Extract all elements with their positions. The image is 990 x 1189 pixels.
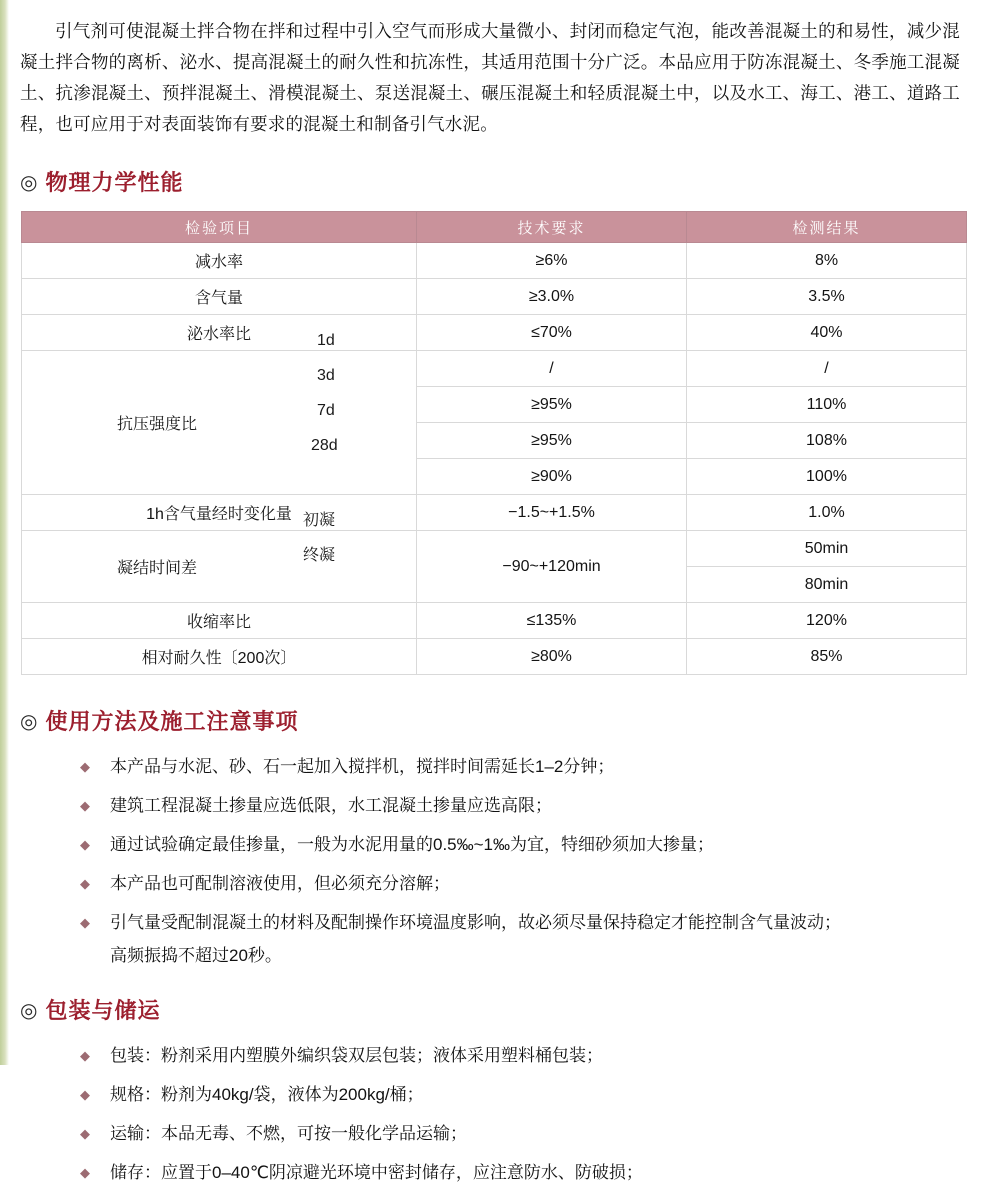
list-item xyxy=(80,1078,968,1111)
list-item-text: ◆ 建筑工程混凝土掺量应选低限，水工混凝土掺量应选高限； xyxy=(110,796,552,815)
cell-result: 108% xyxy=(687,423,967,459)
cell-result: 110% xyxy=(687,387,967,423)
subitem-3d: 3d xyxy=(317,367,335,384)
cell-result: / xyxy=(687,351,967,387)
cell-result: 3.5% xyxy=(687,279,967,315)
section-title: 使用方法及施工注意事项 xyxy=(45,709,299,734)
table-header-result: 检测结果 xyxy=(687,212,967,243)
list-item-text: ◆ 包装：粉剂采用内塑膜外编织袋双层包装；液体采用塑料桶包装； xyxy=(110,1046,603,1065)
section-heading-packaging xyxy=(20,994,968,1025)
cell-item: 收缩率比 xyxy=(22,603,417,639)
spec-table xyxy=(21,211,967,675)
list-item xyxy=(80,789,968,822)
cell-requirement: ≥90% xyxy=(417,459,687,495)
subitem-1d: 1d xyxy=(317,332,335,349)
cell-item: 减水率 xyxy=(22,243,417,279)
cell-requirement: / xyxy=(417,351,687,387)
subitem-7d: 7d xyxy=(317,402,335,419)
cell-item-group-compressive-strength: 抗压强度比 xyxy=(22,351,417,495)
table-row xyxy=(22,639,967,675)
cell-result: 50min xyxy=(687,531,967,567)
cell-item: 泌水率比 xyxy=(22,315,417,351)
cell-result: 100% xyxy=(687,459,967,495)
cell-requirement: −90~+120min xyxy=(417,531,687,603)
intro-paragraph: 引气剂可使混凝土拌合物在拌和过程中引入空气而形成大量微小、封闭而稳定气泡，能改善混凝土的和易性，减少混凝土拌合物的离析、泌水、提高混凝土的耐久性和抗冻性，其适用范围十分广泛。本品应用于防冻混凝土、冬季施工混凝土、抗渗混凝土、预拌混凝土、滑模混凝土、泵送混凝土、碾压混凝土和轻质混凝土中，以及水工、海工、港工、道路工程，也可应用于对表面装饰有要求的混凝土和制备引气水泥。 xyxy=(20,21,960,134)
table-row xyxy=(22,279,967,315)
list-item-continuation: 高频振捣不超过20秒。 xyxy=(110,946,282,965)
table-row xyxy=(22,531,967,567)
table-row xyxy=(22,603,967,639)
table-row xyxy=(22,351,967,387)
list-item xyxy=(80,1039,968,1072)
circle-marker-icon: ◎ xyxy=(20,710,38,733)
circle-marker-icon: ◎ xyxy=(20,999,38,1022)
list-item-text: ◆ 储存：应置于0–40℃阴凉避光环境中密封储存，应注意防水、防破损； xyxy=(110,1163,643,1182)
list-item xyxy=(80,906,968,972)
usage-list xyxy=(20,750,968,972)
list-item xyxy=(80,1117,968,1150)
cell-result: 1.0% xyxy=(687,495,967,531)
table-row xyxy=(22,495,967,531)
cell-requirement: ≥80% xyxy=(417,639,687,675)
list-item-text: ◆ 规格：粉剂为40kg/袋，液体为200kg/桶； xyxy=(110,1085,424,1104)
list-item-text: ◆ 运输：本品无毒、不燃，可按一般化学品运输； xyxy=(110,1124,467,1143)
list-item-text: ◆ 本产品也可配制溶液使用，但必须充分溶解； xyxy=(110,874,450,893)
table-header-requirement: 技术要求 xyxy=(417,212,687,243)
table-row xyxy=(22,315,967,351)
cell-result: 80min xyxy=(687,567,967,603)
list-item-text: ◆ 通过试验确定最佳掺量，一般为水泥用量的0.5‰~1‰为宜，特细砂须加大掺量； xyxy=(110,835,715,854)
list-item xyxy=(80,1156,968,1189)
cell-item-group-setting-time: 凝结时间差 xyxy=(22,531,417,603)
section-title: 包装与储运 xyxy=(45,998,161,1023)
cell-result: 120% xyxy=(687,603,967,639)
table-row xyxy=(22,243,967,279)
cell-requirement: ≤135% xyxy=(417,603,687,639)
cell-item: 相对耐久性〔200次〕 xyxy=(22,639,417,675)
cell-result: 40% xyxy=(687,315,967,351)
subitem-28d: 28d xyxy=(311,437,338,454)
packaging-list xyxy=(20,1039,968,1189)
circle-marker-icon: ◎ xyxy=(20,171,38,194)
cell-requirement: ≥3.0% xyxy=(417,279,687,315)
subitem-final-set: 终凝 xyxy=(303,547,336,564)
cell-requirement: ≥95% xyxy=(417,423,687,459)
cell-requirement: ≥95% xyxy=(417,387,687,423)
cell-requirement: ≤70% xyxy=(417,315,687,351)
table-header-row xyxy=(22,212,967,243)
list-item-text: ◆ 引气量受配制混凝土的材料及配制操作环境温度影响，故必须尽量保持稳定才能控制含气量波动； xyxy=(110,913,841,932)
section-title: 物理力学性能 xyxy=(45,170,184,195)
list-item-text: ◆ 本产品与水泥、砂、石一起加入搅拌机，搅拌时间需延长1–2分钟； xyxy=(110,757,615,776)
cell-result: 85% xyxy=(687,639,967,675)
cell-item: 含气量 xyxy=(22,279,417,315)
list-item xyxy=(80,828,968,861)
cell-requirement: −1.5~+1.5% xyxy=(417,495,687,531)
subitem-initial-set: 初凝 xyxy=(303,512,336,529)
cell-item: 1h含气量经时变化量 xyxy=(22,495,417,531)
cell-result: 8% xyxy=(687,243,967,279)
table-header-item: 检验项目 xyxy=(22,212,417,243)
section-heading-physical-properties xyxy=(20,166,968,197)
cell-requirement: ≥6% xyxy=(417,243,687,279)
list-item xyxy=(80,867,968,900)
section-heading-usage xyxy=(20,705,968,736)
list-item xyxy=(80,750,968,783)
